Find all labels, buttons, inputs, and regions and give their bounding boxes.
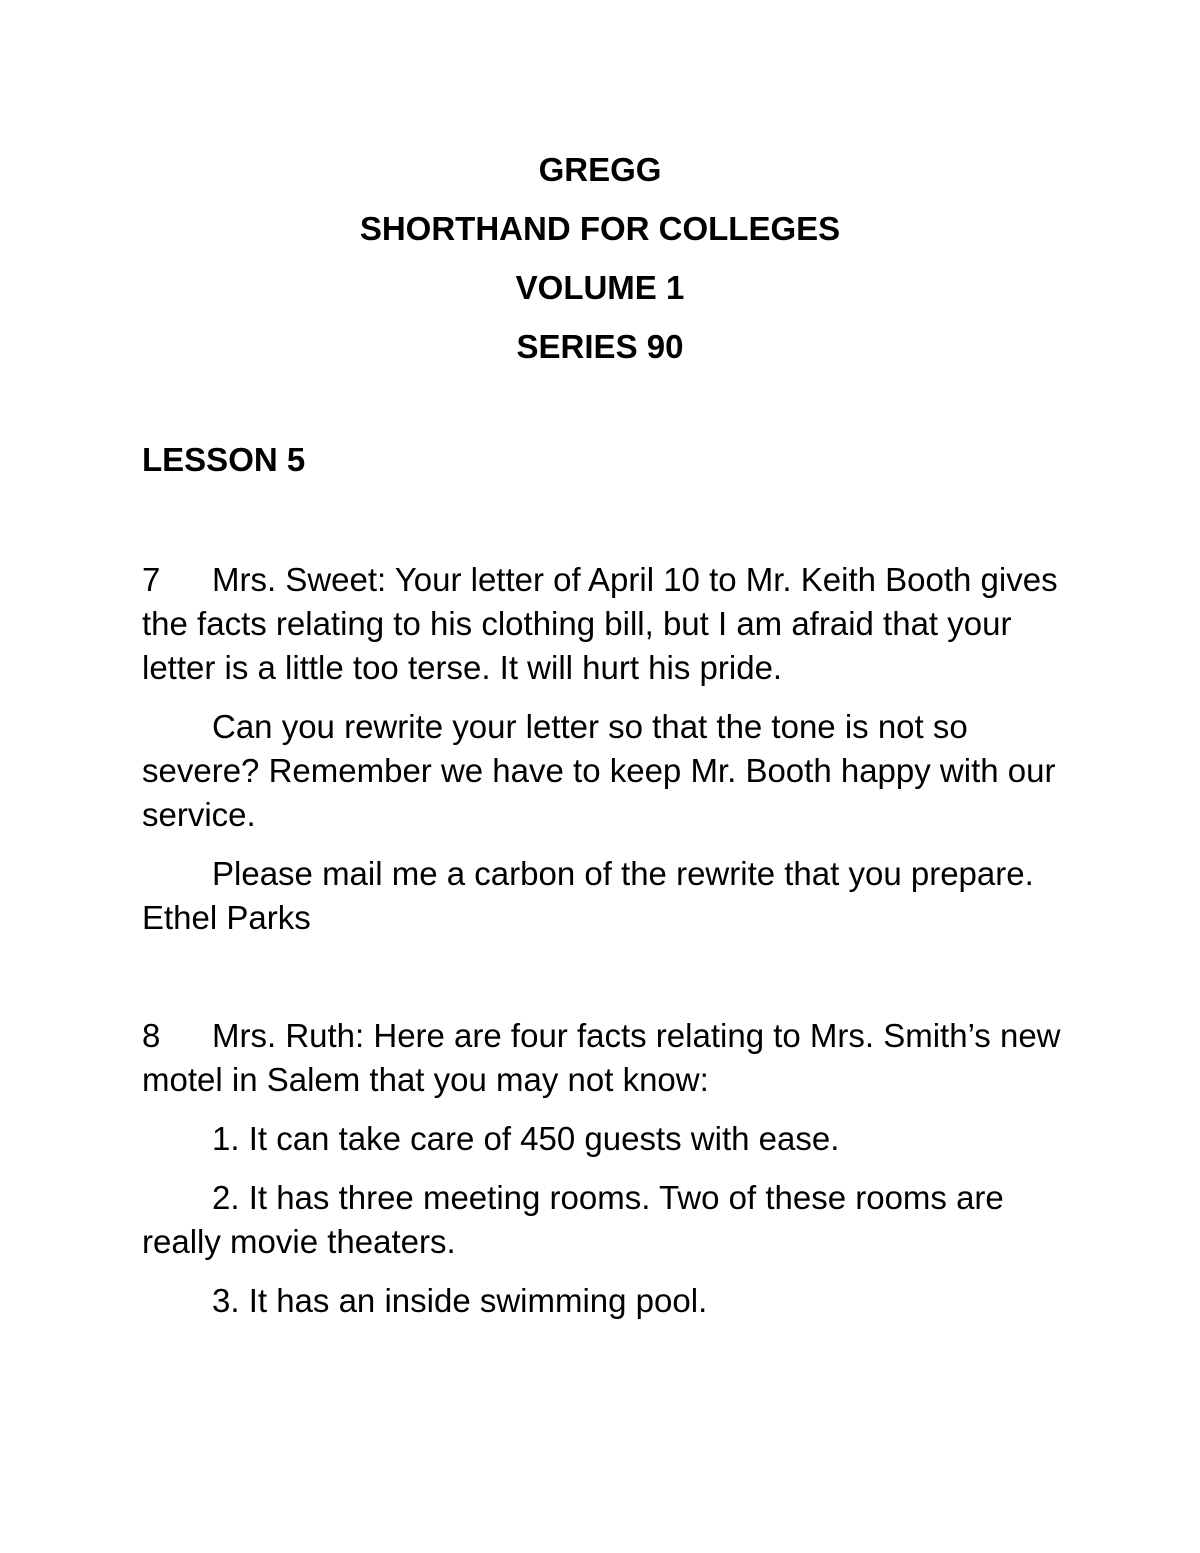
list-item: 3. It has an inside swimming pool. <box>212 1282 708 1319</box>
letter-paragraph <box>142 558 1062 690</box>
title-line-series: SERIES 90 <box>516 328 684 365</box>
list-item: 2. It has three meeting rooms. Two of these rooms are really movie theaters. <box>142 1179 1004 1260</box>
title-line-gregg: GREGG <box>538 151 662 188</box>
letter-paragraph: Can you rewrite your letter so that the tone is not so severe? Remember we have to keep Mr. Booth happy with our service. <box>142 708 1056 833</box>
list-item: 1. It can take care of 450 guests with ease. <box>212 1120 840 1157</box>
letter-number: 7 <box>142 561 161 598</box>
letter-paragraph <box>142 1014 1062 1102</box>
paragraph-text: Mrs. Ruth: Here are four facts relating to Mrs. Smith’s new motel in Salem that you may not know: <box>142 1017 1061 1098</box>
letter-number: 8 <box>142 1017 161 1054</box>
title-line-volume: VOLUME 1 <box>515 269 685 306</box>
lesson-heading: LESSON 5 <box>142 441 306 478</box>
letter-8 <box>142 1014 1062 1338</box>
letter-7 <box>142 558 1062 955</box>
document-title <box>0 140 1200 376</box>
title-line-shorthand: SHORTHAND FOR COLLEGES <box>359 210 841 247</box>
letter-paragraph: Please mail me a carbon of the rewrite that you prepare. Ethel Parks <box>142 855 1034 936</box>
paragraph-text: Mrs. Sweet: Your letter of April 10 to Mr. Keith Booth gives the facts relating to his clothing bill, but I am afraid that your letter is a little too terse. It will hurt his pride. <box>142 561 1058 686</box>
